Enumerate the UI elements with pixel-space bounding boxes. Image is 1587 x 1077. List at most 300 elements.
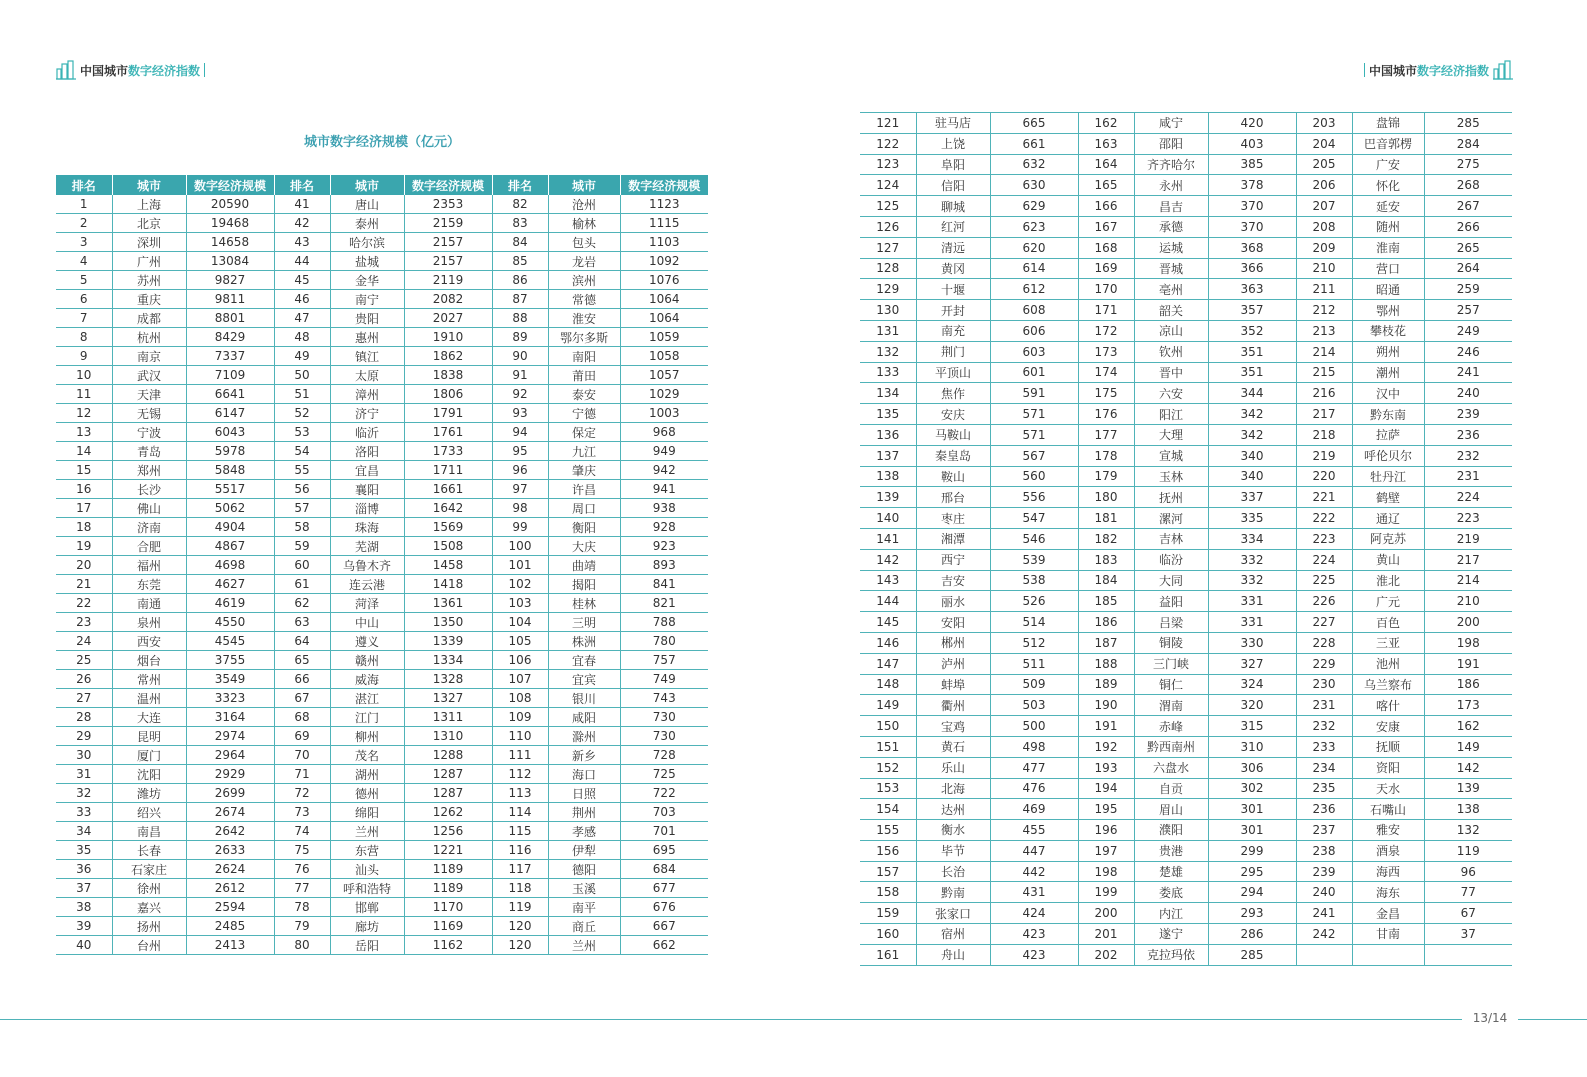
table-cell: 560: [990, 466, 1078, 487]
table-row: [860, 320, 1512, 341]
footer-rule: [1518, 1019, 1587, 1020]
table-cell: 265: [1424, 237, 1512, 258]
table-cell: 730: [620, 727, 708, 746]
table-cell: 2485: [186, 917, 274, 936]
table-cell: 49: [274, 347, 330, 366]
table-cell: 310: [1208, 736, 1296, 757]
table-cell: 兰州: [548, 936, 620, 955]
table-cell: 中山: [330, 613, 404, 632]
table-cell: 90: [492, 347, 548, 366]
table-cell: 淮南: [1352, 237, 1424, 258]
table-cell: 34: [56, 822, 112, 841]
table-row: [56, 708, 708, 727]
table-cell: 南阳: [548, 347, 620, 366]
table-cell: 201: [1078, 924, 1134, 945]
city-buildings-icon: [56, 60, 76, 80]
table-cell: 324: [1208, 674, 1296, 695]
table-cell: 82: [492, 195, 548, 214]
table-cell: 938: [620, 499, 708, 518]
table-cell: 莆田: [548, 366, 620, 385]
table-cell: 4904: [186, 518, 274, 537]
table-cell: 40: [56, 936, 112, 955]
table-cell: 6147: [186, 404, 274, 423]
table-cell: 渭南: [1134, 695, 1208, 716]
table-cell: 194: [1078, 778, 1134, 799]
table-cell: 330: [1208, 632, 1296, 653]
table-cell: 9827: [186, 271, 274, 290]
table-cell: 665: [990, 113, 1078, 134]
table-cell: 揭阳: [548, 575, 620, 594]
table-row: [56, 746, 708, 765]
table-cell: 208: [1296, 216, 1352, 237]
table-cell: 232: [1424, 445, 1512, 466]
table-cell: 98: [492, 499, 548, 518]
table-cell: 567: [990, 445, 1078, 466]
table-cell: 濮阳: [1134, 820, 1208, 841]
table-cell: 2674: [186, 803, 274, 822]
table-cell: 池州: [1352, 653, 1424, 674]
table-cell: 1057: [620, 366, 708, 385]
table-cell: 长春: [112, 841, 186, 860]
table-cell: 茂名: [330, 746, 404, 765]
table-cell: 嘉兴: [112, 898, 186, 917]
table-cell: 通辽: [1352, 508, 1424, 529]
table-cell: 72: [274, 784, 330, 803]
table-cell: 4: [56, 252, 112, 271]
table-cell: 19468: [186, 214, 274, 233]
table-cell: 134: [860, 383, 916, 404]
table-cell: 荆门: [916, 341, 990, 362]
table-cell: 219: [1296, 445, 1352, 466]
table-cell: 随州: [1352, 216, 1424, 237]
table-cell: 日照: [548, 784, 620, 803]
table-cell: 唐山: [330, 195, 404, 214]
header-title-part2: 数字经济指数: [1416, 63, 1489, 78]
table-row: [860, 383, 1512, 404]
table-cell: 桂林: [548, 594, 620, 613]
table-cell: 164: [1078, 154, 1134, 175]
table-cell: 1170: [404, 898, 492, 917]
table-cell: 盐城: [330, 252, 404, 271]
table-cell: 20: [56, 556, 112, 575]
table-row: [860, 778, 1512, 799]
table-cell: 1064: [620, 290, 708, 309]
table-cell: 204: [1296, 133, 1352, 154]
table-cell: 3: [56, 233, 112, 252]
table-cell: 140: [860, 508, 916, 529]
table-cell: 222: [1296, 508, 1352, 529]
table-cell: 喀什: [1352, 695, 1424, 716]
table-cell: 293: [1208, 903, 1296, 924]
table-cell: 苏州: [112, 271, 186, 290]
table-cell: 53: [274, 423, 330, 442]
table-cell: 德阳: [548, 860, 620, 879]
table-cell: 547: [990, 508, 1078, 529]
table-header-row: [56, 175, 708, 195]
table-row: [860, 944, 1512, 965]
table-cell: 214: [1296, 341, 1352, 362]
table-cell: 133: [860, 362, 916, 383]
table-cell: 南京: [112, 347, 186, 366]
table-cell: 152: [860, 757, 916, 778]
table-cell: 476: [990, 778, 1078, 799]
table-cell: 8801: [186, 309, 274, 328]
table-cell: 3549: [186, 670, 274, 689]
table-cell: 213: [1296, 320, 1352, 341]
table-cell: 62: [274, 594, 330, 613]
table-cell: 惠州: [330, 328, 404, 347]
table-cell: 67: [274, 689, 330, 708]
table-row: [56, 404, 708, 423]
table-cell: 12: [56, 404, 112, 423]
table-cell: 223: [1424, 508, 1512, 529]
table-cell: 185: [1078, 591, 1134, 612]
table-cell: 孝感: [548, 822, 620, 841]
table-cell: 211: [1296, 279, 1352, 300]
table-cell: 广元: [1352, 591, 1424, 612]
table-cell: 凉山: [1134, 320, 1208, 341]
table-cell: 漳州: [330, 385, 404, 404]
table-cell: 临沂: [330, 423, 404, 442]
page-number: 13/14: [1462, 1011, 1518, 1025]
table-cell: 伊犁: [548, 841, 620, 860]
table-cell: 119: [492, 898, 548, 917]
table-cell: 730: [620, 708, 708, 727]
table-cell: 138: [860, 466, 916, 487]
table-cell: 442: [990, 861, 1078, 882]
table-cell: 237: [1296, 820, 1352, 841]
table-cell: 113: [492, 784, 548, 803]
table-cell: 六安: [1134, 383, 1208, 404]
table-cell: 青岛: [112, 442, 186, 461]
table-cell: 158: [860, 882, 916, 903]
table-cell: 332: [1208, 549, 1296, 570]
table-cell: 1287: [404, 765, 492, 784]
table-cell: 郑州: [112, 461, 186, 480]
table-cell: 枣庄: [916, 508, 990, 529]
table-cell: 14658: [186, 233, 274, 252]
table-cell: 167: [1078, 216, 1134, 237]
table-cell: 怀化: [1352, 175, 1424, 196]
table-row: [860, 861, 1512, 882]
table-cell: 539: [990, 549, 1078, 570]
table-cell: 泉州: [112, 613, 186, 632]
table-cell: 1311: [404, 708, 492, 727]
table-cell: 4550: [186, 613, 274, 632]
table-cell: 许昌: [548, 480, 620, 499]
table-cell: 178: [1078, 445, 1134, 466]
table-cell: 1838: [404, 366, 492, 385]
table-cell: 166: [1078, 196, 1134, 217]
table-cell: 合肥: [112, 537, 186, 556]
table-cell: 37: [1424, 924, 1512, 945]
table-cell: 601: [990, 362, 1078, 383]
table-cell: 哈尔滨: [330, 233, 404, 252]
table-cell: 35: [56, 841, 112, 860]
table-cell: 241: [1424, 362, 1512, 383]
table-cell: 北京: [112, 214, 186, 233]
table-cell: 5848: [186, 461, 274, 480]
table-cell: 滨州: [548, 271, 620, 290]
table-cell: 370: [1208, 196, 1296, 217]
table-cell: 179: [1078, 466, 1134, 487]
table-cell: 124: [860, 175, 916, 196]
table-cell: 101: [492, 556, 548, 575]
table-cell: 115: [492, 822, 548, 841]
table-row: [860, 591, 1512, 612]
table-row: [860, 362, 1512, 383]
table-cell: 116: [492, 841, 548, 860]
table-cell: 556: [990, 487, 1078, 508]
table-cell: 821: [620, 594, 708, 613]
table-cell: 612: [990, 279, 1078, 300]
table-row: [56, 214, 708, 233]
right-ranking-table: [860, 112, 1512, 966]
table-cell: 荆州: [548, 803, 620, 822]
table-cell: 614: [990, 258, 1078, 279]
header-title-part1: 中国城市: [1368, 63, 1417, 78]
table-cell: 晋城: [1134, 258, 1208, 279]
table-cell: 195: [1078, 799, 1134, 820]
table-cell: [1352, 944, 1424, 965]
table-cell: 1328: [404, 670, 492, 689]
table-row: [860, 549, 1512, 570]
table-cell: 85: [492, 252, 548, 271]
table-row: [860, 445, 1512, 466]
table-cell: 开封: [916, 300, 990, 321]
table-cell: 1162: [404, 936, 492, 955]
table-cell: 138: [1424, 799, 1512, 820]
table-cell: 385: [1208, 154, 1296, 175]
table-cell: 184: [1078, 570, 1134, 591]
table-cell: 139: [860, 487, 916, 508]
table-cell: 2624: [186, 860, 274, 879]
table-cell: 123: [860, 154, 916, 175]
table-cell: 163: [1078, 133, 1134, 154]
table-cell: 469: [990, 799, 1078, 820]
table-cell: 632: [990, 154, 1078, 175]
table-cell: 142: [860, 549, 916, 570]
table-cell: 189: [1078, 674, 1134, 695]
table-row: [860, 799, 1512, 820]
table-cell: 335: [1208, 508, 1296, 529]
table-row: [56, 632, 708, 651]
table-cell: 239: [1424, 404, 1512, 425]
table-cell: 8: [56, 328, 112, 347]
table-row: [56, 518, 708, 537]
table-cell: 重庆: [112, 290, 186, 309]
table-row: [860, 154, 1512, 175]
table-cell: 9: [56, 347, 112, 366]
table-cell: 周口: [548, 499, 620, 518]
table-cell: 南昌: [112, 822, 186, 841]
table-cell: 78: [274, 898, 330, 917]
table-cell: 173: [1424, 695, 1512, 716]
table-cell: 170: [1078, 279, 1134, 300]
table-cell: 上饶: [916, 133, 990, 154]
table-cell: 212: [1296, 300, 1352, 321]
table-row: [860, 528, 1512, 549]
table-cell: 447: [990, 840, 1078, 861]
table-cell: 德州: [330, 784, 404, 803]
table-cell: 423: [990, 944, 1078, 965]
table-cell: 1123: [620, 195, 708, 214]
table-cell: 183: [1078, 549, 1134, 570]
table-cell: 118: [492, 879, 548, 898]
table-cell: 承德: [1134, 216, 1208, 237]
table-row: [860, 882, 1512, 903]
table-cell: 512: [990, 632, 1078, 653]
table-cell: 蚌埠: [916, 674, 990, 695]
table-cell: 84: [492, 233, 548, 252]
table-cell: 5062: [186, 499, 274, 518]
table-cell: 邯郸: [330, 898, 404, 917]
table-cell: 104: [492, 613, 548, 632]
table-cell: 89: [492, 328, 548, 347]
table-row: [56, 784, 708, 803]
table-cell: 海东: [1352, 882, 1424, 903]
table-row: [860, 258, 1512, 279]
table-row: [860, 508, 1512, 529]
table-cell: 264: [1424, 258, 1512, 279]
table-cell: 绵阳: [330, 803, 404, 822]
table-cell: 焦作: [916, 383, 990, 404]
table-cell: 5517: [186, 480, 274, 499]
table-cell: [1424, 944, 1512, 965]
table-cell: 淄博: [330, 499, 404, 518]
table-cell: 676: [620, 898, 708, 917]
table-cell: 169: [1078, 258, 1134, 279]
table-cell: 宣城: [1134, 445, 1208, 466]
table-cell: 509: [990, 674, 1078, 695]
table-cell: 203: [1296, 113, 1352, 134]
table-cell: 鄂州: [1352, 300, 1424, 321]
table-cell: 榆林: [548, 214, 620, 233]
table-cell: 连云港: [330, 575, 404, 594]
table-cell: 109: [492, 708, 548, 727]
table-cell: 贵阳: [330, 309, 404, 328]
table-cell: 汉中: [1352, 383, 1424, 404]
table-cell: 平顶山: [916, 362, 990, 383]
table-cell: 749: [620, 670, 708, 689]
table-cell: 268: [1424, 175, 1512, 196]
table-cell: 厦门: [112, 746, 186, 765]
table-cell: 143: [860, 570, 916, 591]
table-cell: 江门: [330, 708, 404, 727]
table-cell: 乐山: [916, 757, 990, 778]
table-cell: 119: [1424, 840, 1512, 861]
table-cell: 1733: [404, 442, 492, 461]
table-cell: 2082: [404, 290, 492, 309]
table-cell: 701: [620, 822, 708, 841]
table-cell: 120: [492, 917, 548, 936]
table-cell: 1076: [620, 271, 708, 290]
table-cell: 潮州: [1352, 362, 1424, 383]
table-cell: 2612: [186, 879, 274, 898]
table-cell: 503: [990, 695, 1078, 716]
table-cell: 59: [274, 537, 330, 556]
table-cell: 47: [274, 309, 330, 328]
table-cell: 镇江: [330, 347, 404, 366]
table-cell: 芜湖: [330, 537, 404, 556]
table-cell: 88: [492, 309, 548, 328]
table-cell: 甘南: [1352, 924, 1424, 945]
table-cell: 351: [1208, 362, 1296, 383]
table-cell: 1003: [620, 404, 708, 423]
table-cell: 246: [1424, 341, 1512, 362]
table-cell: 宝鸡: [916, 716, 990, 737]
table-cell: 金昌: [1352, 903, 1424, 924]
table-cell: 33: [56, 803, 112, 822]
header-left: [56, 60, 209, 80]
table-cell: 1569: [404, 518, 492, 537]
table-row: [56, 480, 708, 499]
table-cell: 41: [274, 195, 330, 214]
table-cell: 231: [1424, 466, 1512, 487]
table-cell: 177: [1078, 424, 1134, 445]
table-cell: 2157: [404, 252, 492, 271]
table-row: [860, 196, 1512, 217]
table-cell: 宜春: [548, 651, 620, 670]
column-header: 排名: [492, 175, 548, 195]
table-cell: 198: [1078, 861, 1134, 882]
table-cell: 275: [1424, 154, 1512, 175]
table-cell: 泰州: [330, 214, 404, 233]
table-row: [56, 575, 708, 594]
table-row: [56, 879, 708, 898]
table-cell: 120: [492, 936, 548, 955]
table-cell: 207: [1296, 196, 1352, 217]
table-cell: 乌兰察布: [1352, 674, 1424, 695]
table-cell: 扬州: [112, 917, 186, 936]
table-cell: 145: [860, 612, 916, 633]
table-row: [56, 613, 708, 632]
table-cell: 玉溪: [548, 879, 620, 898]
table-row: [860, 674, 1512, 695]
table-cell: 695: [620, 841, 708, 860]
table-cell: 2353: [404, 195, 492, 214]
table-cell: 鹤壁: [1352, 487, 1424, 508]
table-cell: 大连: [112, 708, 186, 727]
table-cell: 10: [56, 366, 112, 385]
table-cell: 西安: [112, 632, 186, 651]
table-cell: 达州: [916, 799, 990, 820]
table-cell: 403: [1208, 133, 1296, 154]
table-cell: 168: [1078, 237, 1134, 258]
table-cell: 511: [990, 653, 1078, 674]
table-cell: 2974: [186, 727, 274, 746]
table-cell: 湛江: [330, 689, 404, 708]
table-cell: 238: [1296, 840, 1352, 861]
table-row: [56, 347, 708, 366]
table-cell: 327: [1208, 653, 1296, 674]
table-cell: 224: [1296, 549, 1352, 570]
column-header: 数字经济规模: [186, 175, 274, 195]
table-cell: 3323: [186, 689, 274, 708]
table-cell: 546: [990, 528, 1078, 549]
column-header: 城市: [112, 175, 186, 195]
table-cell: 廊坊: [330, 917, 404, 936]
table-cell: 24: [56, 632, 112, 651]
table-cell: 鄂尔多斯: [548, 328, 620, 347]
table-cell: 941: [620, 480, 708, 499]
table-cell: 230: [1296, 674, 1352, 695]
table-cell: 224: [1424, 487, 1512, 508]
table-cell: 上海: [112, 195, 186, 214]
column-header: 排名: [274, 175, 330, 195]
table-cell: 111: [492, 746, 548, 765]
table-cell: 54: [274, 442, 330, 461]
